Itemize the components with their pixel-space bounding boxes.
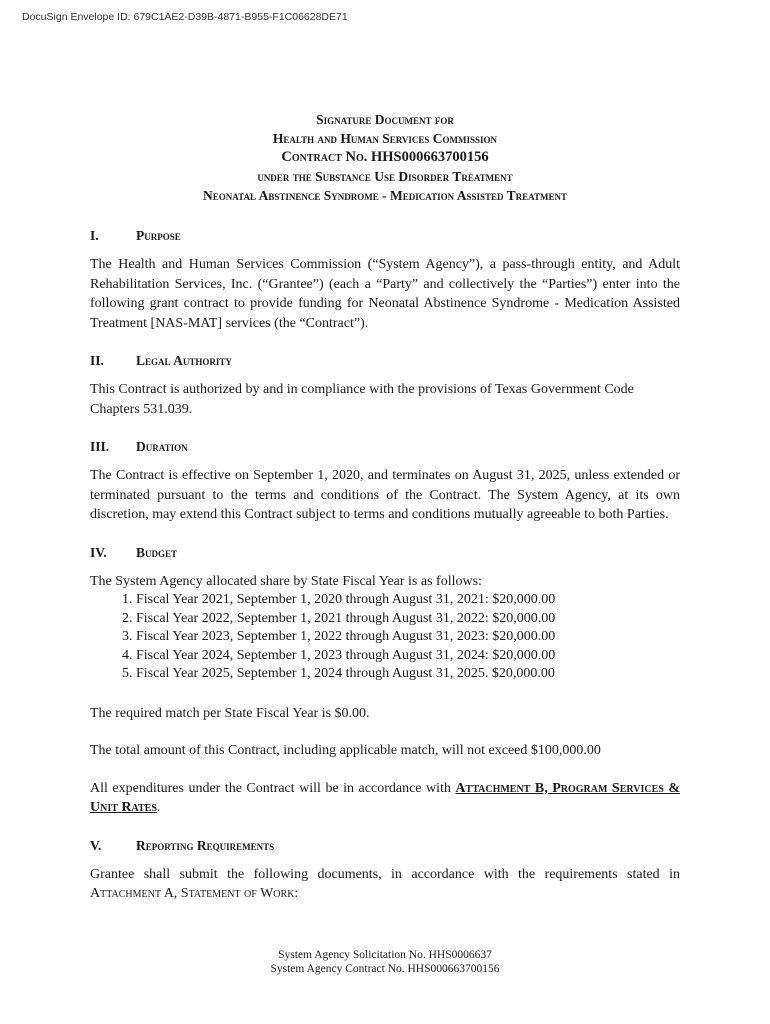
budget-total: The total amount of this Contract, including applicable match, will not exceed $100,000.00 [90,743,601,758]
legal-text: This Contract is authorized by and in compliance with the provisions of Texas Government Code Chapters 531.039. [90,382,634,417]
budget-expenditures [90,779,680,818]
section-heading-budget [90,543,680,562]
list-item: 4. Fiscal Year 2024, September 1, 2023 through August 31, 2024: $20,000.00 [136,647,680,666]
section-heading-reporting [90,836,680,855]
title-line-4: under the Substance Use Disorder Treatment [257,169,513,184]
section-number: IV. [90,544,107,560]
page-footer [0,948,770,976]
budget-intro: The System Agency allocated share by State Fiscal Year is as follows: [90,573,482,589]
list-item: 5. Fiscal Year 2025, September 1, 2024 through August 31, 2025. $20,000.00 [136,665,680,684]
reporting-text-body: Grantee shall submit the following documents, in accordance with the requirements stated in [90,866,680,882]
title-line-5: Neonatal Abstinence Syndrome - Medication Assisted Treatment [203,188,567,203]
section-number: III. [90,439,110,454]
section-heading-duration [90,437,680,456]
document-body [90,226,680,904]
section-heading-purpose [90,226,680,245]
footer-contract: System Agency Contract No. HHS000663700156 [270,963,500,975]
section-title: Reporting Requirements [136,837,275,853]
budget-match: The required match per State Fiscal Year is $0.00. [90,705,370,721]
duration-text: The Contract is effective on September 1, 2020, and terminates on August 31, 2025, unless extended or terminated pursuant to the terms and conditions of the Contract. The System Agency, at its own discretion, may extend this Contract subject to terms and conditions mutually agreeable to both Parties. [90,468,680,522]
section-title: Budget [136,544,178,560]
envelope-id: DocuSign Envelope ID: 679C1AE2-D39B-4871-B955-F1C06628DE71 [22,11,348,23]
title-line-3: Contract No. HHS000663700156 [281,149,489,165]
list-item: 1. Fiscal Year 2021, September 1, 2020 through August 31, 2021: $20,000.00 [136,591,680,610]
attachment-b-reference: Attachment B, Program Services & Unit Rates [90,780,680,815]
purpose-text: The Health and Human Services Commission (“System Agency”), a pass-through entity, and Adult Rehabilitation Services, Inc. (“Grantee”) (each a “Party” and collectively the “Parties”) enter into the following grant contract to provide funding for Neonatal Abstinence Syndrome - Medication Assisted Treatment [NAS-MAT] services (the “Contract”). [90,257,680,331]
document-title [0,110,770,205]
list-item: 2. Fiscal Year 2022, September 1, 2021 through August 31, 2022: $20,000.00 [136,610,680,629]
expenditures-text: All expenditures under the Contract will be in accordance with [90,780,456,796]
reporting-text [90,865,680,904]
section-title: Duration [136,439,188,454]
section-number: I. [90,228,99,243]
expenditures-suffix: . [156,800,161,815]
attachment-a-reference: Attachment A, Statement of Work: [90,886,299,901]
title-line-2: Health and Human Services Commission [272,131,498,146]
section-number: V. [90,837,102,853]
section-title: Legal Authority [136,353,232,368]
section-heading-legal [90,351,680,370]
title-line-1: Signature Document for [316,112,454,127]
section-number: II. [90,353,104,368]
section-title: Purpose [136,228,181,243]
footer-solicitation: System Agency Solicitation No. HHS0006637 [278,949,492,961]
list-item: 3. Fiscal Year 2023, September 1, 2022 through August 31, 2023: $20,000.00 [136,628,680,647]
budget-list [90,591,680,684]
